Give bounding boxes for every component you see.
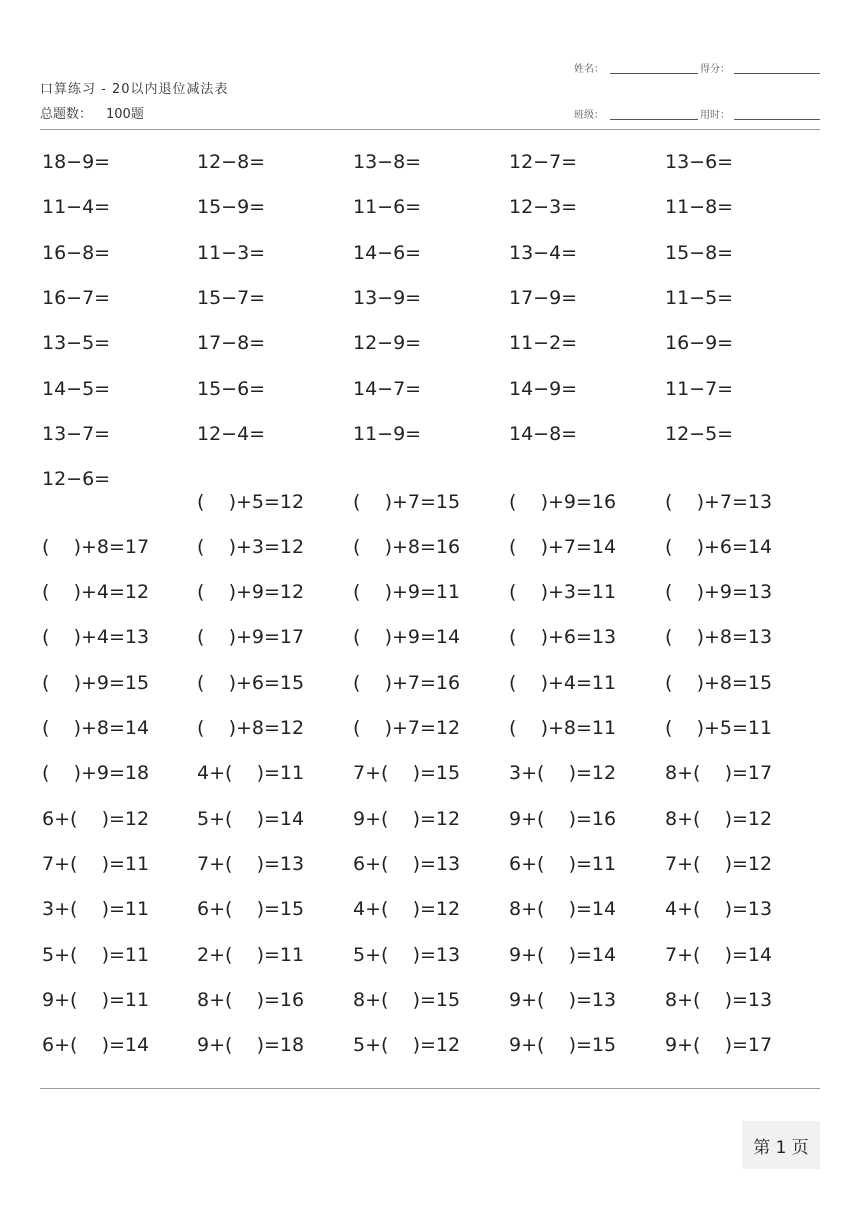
class-blank[interactable] xyxy=(610,106,698,120)
problem-item: 8+( )=15 xyxy=(353,988,461,1011)
problem-item: ( )+8=12 xyxy=(197,717,305,739)
problem-item: 13−9= xyxy=(353,286,422,309)
footer-divider xyxy=(40,1088,820,1089)
problem-item: ( )+7=14 xyxy=(509,535,617,558)
problem-item: 4+( )=11 xyxy=(197,762,305,785)
problem-item: 13−6= xyxy=(665,151,734,173)
problem-item: 9+( )=12 xyxy=(353,807,461,830)
problem-item: ( )+8=16 xyxy=(353,535,461,558)
problem-item: ( )+7=16 xyxy=(353,671,461,694)
problem-item: 15−7= xyxy=(197,286,266,309)
problem-item: 6+( )=13 xyxy=(353,852,461,875)
problem-item: ( )+5=11 xyxy=(665,717,773,739)
problem-item: 17−8= xyxy=(197,332,266,355)
name-blank[interactable] xyxy=(610,60,698,74)
problem-item: 14−9= xyxy=(509,377,578,400)
problem-item: 9+( )=14 xyxy=(509,943,617,966)
problem-item: ( )+6=15 xyxy=(197,671,305,694)
problem-item: 11−3= xyxy=(197,241,266,264)
problem-item: 6+( )=14 xyxy=(42,1034,150,1057)
problem-item: 14−5= xyxy=(42,377,111,400)
problem-item: 9+( )=13 xyxy=(509,988,617,1011)
problem-item: 16−7= xyxy=(42,286,111,309)
class-field-label: 班级： xyxy=(574,110,604,121)
problem-item: 3+( )=12 xyxy=(509,762,617,785)
problem-item: 12−7= xyxy=(509,151,578,173)
page-number-badge xyxy=(742,1121,820,1169)
problem-item: 4+( )=12 xyxy=(353,898,461,921)
problem-item: 11−6= xyxy=(353,196,422,219)
problem-item: 6+( )=12 xyxy=(42,807,150,830)
problem-item: 11−7= xyxy=(665,377,734,400)
problem-item: ( )+4=12 xyxy=(42,581,150,604)
problem-item: ( )+9=17 xyxy=(197,626,305,649)
problem-item: 12−9= xyxy=(353,332,422,355)
problem-item: 6+( )=15 xyxy=(197,898,305,921)
problem-item: ( )+9=18 xyxy=(42,762,150,785)
problem-item: ( )+8=13 xyxy=(665,626,773,649)
problem-item: 12−4= xyxy=(197,422,266,445)
problem-item: 17−9= xyxy=(509,286,578,309)
problem-item: ( )+7=15 xyxy=(353,490,461,513)
problem-item: 16−8= xyxy=(42,241,111,264)
problem-item: 13−4= xyxy=(509,241,578,264)
page-number-label: 第 1 页 xyxy=(753,1137,809,1158)
problem-item: 12−8= xyxy=(197,151,266,173)
name-field[interactable] xyxy=(574,60,604,74)
problem-item: ( )+8=11 xyxy=(509,717,617,739)
class-underline xyxy=(610,118,698,120)
score-field-label: 得分： xyxy=(700,64,730,75)
problem-item: 18−9= xyxy=(42,151,111,173)
problem-item: 13−5= xyxy=(42,332,111,355)
problem-item: ( )+9=16 xyxy=(509,490,617,513)
problem-item: 7+( )=13 xyxy=(197,852,305,875)
worksheet-header xyxy=(40,78,229,122)
problem-item: ( )+9=11 xyxy=(353,581,461,604)
problem-item: 8+( )=12 xyxy=(665,807,773,830)
problem-item: 4+( )=13 xyxy=(665,898,773,921)
problem-item: 16−9= xyxy=(665,332,734,355)
problem-item: 9+( )=11 xyxy=(42,988,150,1011)
problem-item: ( )+3=11 xyxy=(509,581,617,604)
problem-item: 9+( )=18 xyxy=(197,1034,305,1057)
problem-item: ( )+7=13 xyxy=(665,490,773,513)
problem-item: 5+( )=11 xyxy=(42,943,150,966)
problem-item: ( )+7=12 xyxy=(353,717,461,739)
problem-item: ( )+9=14 xyxy=(353,626,461,649)
problem-item: 11−4= xyxy=(42,196,111,219)
problem-item: 12−6= xyxy=(42,468,111,490)
problem-item: 11−2= xyxy=(509,332,578,355)
problem-item: 6+( )=11 xyxy=(509,852,617,875)
question-count xyxy=(40,103,229,122)
time-field-label: 用时： xyxy=(700,110,730,121)
problem-item: 7+( )=14 xyxy=(665,943,773,966)
problem-item: 8+( )=17 xyxy=(665,762,773,785)
problem-item: ( )+4=11 xyxy=(509,671,617,694)
field-row-1 xyxy=(574,60,820,76)
name-field-label: 姓名： xyxy=(574,64,604,75)
problem-item: 5+( )=12 xyxy=(353,1034,461,1057)
problem-item: ( )+9=12 xyxy=(197,581,305,604)
score-blank[interactable] xyxy=(734,60,820,74)
problem-item: 2+( )=11 xyxy=(197,943,305,966)
problem-item: 5+( )=14 xyxy=(197,807,305,830)
problem-item: 8+( )=16 xyxy=(197,988,305,1011)
header-divider xyxy=(40,129,820,130)
time-field[interactable] xyxy=(700,106,730,120)
problem-item: ( )+5=12 xyxy=(197,490,305,513)
problem-item: 9+( )=15 xyxy=(509,1034,617,1057)
question-count-label: 总题数： xyxy=(40,107,93,122)
problem-item: 15−6= xyxy=(197,377,266,400)
problem-item: 14−6= xyxy=(353,241,422,264)
problem-item: 11−8= xyxy=(665,196,734,219)
problem-item: 3+( )=11 xyxy=(42,898,150,921)
time-blank[interactable] xyxy=(734,106,820,120)
problem-item: ( )+9=13 xyxy=(665,581,773,604)
problem-item: 13−7= xyxy=(42,422,111,445)
time-underline xyxy=(734,118,820,120)
problem-item: 13−8= xyxy=(353,151,422,173)
problem-item: 8+( )=14 xyxy=(509,898,617,921)
problem-item: ( )+4=13 xyxy=(42,626,150,649)
problem-item: 7+( )=15 xyxy=(353,762,461,785)
score-field[interactable] xyxy=(700,60,730,74)
problem-item: 11−9= xyxy=(353,422,422,445)
problem-item: ( )+9=15 xyxy=(42,671,150,694)
problem-item: ( )+6=13 xyxy=(509,626,617,649)
problem-item: ( )+8=15 xyxy=(665,671,773,694)
problem-item: 12−3= xyxy=(509,196,578,219)
worksheet-title: 口算练习 - 20以内退位减法表 xyxy=(40,82,229,97)
problem-item: 8+( )=13 xyxy=(665,988,773,1011)
problem-item: ( )+6=14 xyxy=(665,535,773,558)
problem-item: ( )+8=14 xyxy=(42,717,150,739)
field-row-2 xyxy=(574,106,820,122)
problem-item: 15−8= xyxy=(665,241,734,264)
problem-item: ( )+8=17 xyxy=(42,535,150,558)
score-underline xyxy=(734,72,820,74)
problem-item: ( )+3=12 xyxy=(197,535,305,558)
problem-item: 7+( )=12 xyxy=(665,852,773,875)
question-count-value: 100题 xyxy=(106,107,144,122)
problem-item: 15−9= xyxy=(197,196,266,219)
problem-item: 12−5= xyxy=(665,422,734,445)
problem-item: 7+( )=11 xyxy=(42,852,150,875)
name-underline xyxy=(610,72,698,74)
problem-item: 9+( )=17 xyxy=(665,1034,773,1057)
problem-item: 11−5= xyxy=(665,286,734,309)
problem-item: 14−7= xyxy=(353,377,422,400)
problem-item: 9+( )=16 xyxy=(509,807,617,830)
problem-item: 14−8= xyxy=(509,422,578,445)
class-field[interactable] xyxy=(574,106,604,120)
problem-item: 5+( )=13 xyxy=(353,943,461,966)
